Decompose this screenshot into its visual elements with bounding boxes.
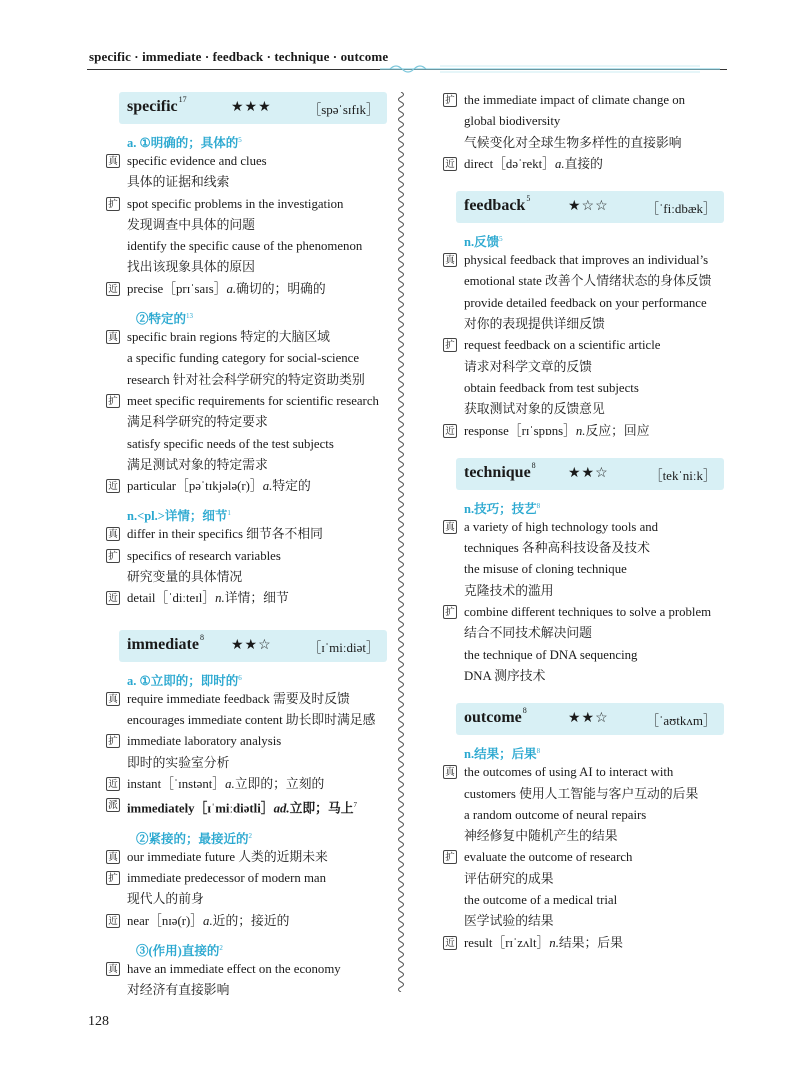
entry-headword-box	[119, 630, 387, 662]
example-group	[434, 933, 724, 954]
example-line: the immediate impact of climate change on	[464, 93, 686, 107]
sense-frequency: 5	[499, 235, 503, 244]
entry-headword-box	[456, 191, 724, 223]
example-line: customers 使用人工智能与客户互动的后果	[464, 786, 699, 801]
example-line: our immediate future 人类的近期未来	[127, 849, 328, 864]
example-line: request feedback on a scientific article	[464, 338, 661, 353]
example-lines	[127, 588, 387, 609]
example-line: satisfy specific needs of the test subjects	[127, 436, 334, 451]
frequency-stars: ★☆☆	[568, 199, 609, 215]
example-group	[97, 847, 387, 868]
entry-headword	[127, 632, 204, 654]
example-line: spot specific problems in the investigation	[127, 196, 344, 211]
tag-extend-icon: 扩	[106, 197, 120, 211]
sense-label	[97, 938, 387, 959]
example-group	[434, 421, 724, 442]
tag-synonym-icon: 近	[106, 282, 120, 296]
example-group	[97, 279, 387, 300]
example-line: provide detailed feedback on your performance	[464, 295, 707, 310]
example-lines	[127, 391, 387, 476]
sense-text: ②特定的	[136, 312, 187, 327]
example-line: 神经修复中随机产生的结果	[464, 829, 618, 844]
example-line: 满足测试对象的特定需求	[127, 457, 268, 472]
tag-extend-icon: 扩	[106, 549, 120, 563]
sense-label	[97, 503, 387, 524]
tag-extend-icon: 扩	[106, 734, 120, 748]
sense-label	[434, 496, 724, 517]
tag-real-icon: 真	[106, 527, 120, 541]
phonetic-transcription: ［spəˈsɪfɪk］	[308, 102, 379, 117]
example-line: meet specific requirements for scientific research	[127, 393, 379, 408]
header-ornament-icon	[380, 62, 720, 76]
sense-label	[97, 306, 387, 327]
example-line: combine different techniques to solve a problem	[464, 605, 712, 620]
entry-headword	[464, 460, 536, 482]
entry-spacer	[434, 442, 724, 458]
example-line: require immediate feedback 需要及时反馈	[127, 691, 350, 706]
example-lines	[127, 476, 387, 497]
example-line: 对你的表现提供详细反馈	[464, 317, 605, 332]
example-lines	[127, 151, 387, 194]
example-line: DNA 测序技术	[464, 668, 546, 683]
example-line: differ in their specifics 细节各不相同	[127, 527, 323, 542]
headword-text: technique	[464, 463, 531, 481]
example-line: 找出该现象具体的原因	[127, 260, 255, 275]
sense-text: n.技巧；技艺	[464, 502, 537, 517]
example-lines	[127, 327, 387, 391]
headword-text: feedback	[464, 197, 526, 215]
tag-real-icon: 真	[106, 692, 120, 706]
sense-frequency: 13	[186, 312, 194, 321]
example-line: response［rɪˈspɒns］n.反应；回应	[464, 423, 650, 438]
right-column	[434, 90, 724, 954]
example-line: encourages immediate content 助长即时满足感	[127, 712, 376, 727]
tag-extend-icon: 扩	[106, 394, 120, 408]
sense-frequency: 5	[238, 136, 242, 144]
tag-derived-icon: 派	[106, 798, 120, 812]
example-lines	[464, 762, 724, 847]
example-line: result［rɪˈzʌlt］n.结果；后果	[464, 935, 623, 950]
example-line: immediate laboratory analysis	[127, 734, 282, 749]
example-line: 医学试验的结果	[464, 914, 554, 929]
example-line: 克隆技术的滥用	[464, 583, 554, 598]
example-group	[97, 194, 387, 279]
example-lines	[464, 933, 724, 954]
entry-headword-box	[456, 458, 724, 490]
example-line: techniques 各种高科技设备及技术	[464, 541, 650, 556]
example-line: detail［ˈdiːteɪl］n.详情；细节	[127, 591, 289, 606]
example-line: 具体的证据和线索	[127, 175, 230, 190]
example-line: instant［ˈɪnstənt］a.立即的；立刻的	[127, 776, 325, 791]
phonetic-transcription: ［ɪˈmiːdiət］	[308, 639, 379, 655]
tag-real-icon: 真	[443, 253, 457, 267]
example-line: 气候变化对全球生物多样性的直接影响	[464, 135, 682, 150]
phonetic-transcription: ［tekˈniːk］	[649, 467, 716, 483]
example-line: the misuse of cloning technique	[464, 562, 627, 577]
tag-real-icon: 真	[106, 154, 120, 168]
sense-frequency: 8	[536, 747, 541, 756]
example-lines	[127, 546, 387, 589]
left-column	[97, 92, 387, 1001]
tag-extend-icon: 扩	[443, 605, 457, 619]
example-line: direct［dəˈrekt］a.直接的	[464, 156, 603, 171]
headword-frequency: 17	[178, 95, 187, 104]
example-lines	[464, 847, 724, 932]
example-line: 即时的实验室分析	[127, 755, 230, 770]
example-line: 结合不同技术解决问题	[464, 626, 592, 641]
example-line: research 针对社会科学研究的特定资助类别	[127, 372, 365, 387]
example-line: evaluate the outcome of research	[464, 850, 633, 865]
example-group	[97, 476, 387, 497]
tag-synonym-icon: 近	[106, 777, 120, 791]
example-lines	[464, 421, 724, 442]
headword-text: specific	[127, 98, 178, 115]
tag-synonym-icon: 近	[106, 914, 120, 928]
headword-text: outcome	[464, 709, 522, 727]
frequency-stars: ★★☆	[231, 637, 272, 653]
example-line: obtain feedback from test subjects	[464, 380, 639, 395]
tag-real-icon: 真	[106, 850, 120, 864]
example-lines	[127, 795, 387, 820]
example-line: 现代人的前身	[127, 892, 204, 907]
example-group	[434, 602, 724, 687]
tag-extend-icon: 扩	[443, 93, 457, 107]
phonetic-transcription: ［ˈaʊtkʌm］	[646, 713, 716, 729]
tag-synonym-icon: 近	[443, 424, 457, 438]
example-line: a variety of high technology tools and	[464, 519, 659, 534]
example-group	[97, 151, 387, 194]
example-group	[434, 335, 724, 420]
entry-headword	[464, 194, 531, 215]
example-group	[97, 524, 387, 545]
sense-text: a. ①明确的；具体的	[127, 136, 239, 151]
example-group	[97, 391, 387, 476]
example-line: 请求对科学文章的反馈	[464, 359, 592, 374]
example-line: 获取测试对象的反馈意见	[464, 402, 605, 417]
example-group	[97, 731, 387, 774]
sense-text: a. ①立即的；即时的	[127, 673, 239, 688]
sense-label	[97, 130, 387, 151]
entry-headword-box	[119, 92, 387, 124]
example-lines	[464, 335, 724, 420]
entry-spacer	[97, 610, 387, 630]
tag-real-icon: 真	[443, 765, 457, 779]
column-divider-ornament	[394, 92, 408, 992]
example-lines	[127, 524, 387, 545]
tag-synonym-icon: 近	[443, 157, 457, 171]
example-line: particular［pəˈtɪkjələ(r)］a.特定的	[127, 479, 311, 494]
example-group	[97, 546, 387, 589]
sense-text: ③(作用)直接的	[136, 944, 220, 959]
example-line: specifics of research variables	[127, 548, 281, 563]
example-lines	[127, 911, 387, 932]
example-lines	[127, 279, 387, 300]
example-group	[97, 327, 387, 391]
example-line: physical feedback that improves an individual’s	[464, 253, 709, 268]
example-lines	[464, 517, 724, 602]
sense-text: n.反馈	[464, 235, 500, 250]
derived-frequency: 7	[353, 801, 358, 810]
example-group	[97, 774, 387, 795]
entry-headword	[127, 95, 187, 116]
frequency-stars: ★★☆	[568, 711, 609, 727]
example-lines	[127, 868, 387, 911]
sense-label	[434, 229, 724, 250]
entry-headword-box	[456, 703, 724, 735]
example-line: specific brain regions 特定的大脑区域	[127, 330, 330, 345]
example-line: the technique of DNA sequencing	[464, 647, 638, 662]
example-line: precise［prɪˈsaɪs］a.确切的；明确的	[127, 281, 326, 296]
sense-frequency: 6	[238, 673, 242, 682]
example-lines	[127, 847, 387, 868]
example-line: 研究变量的具体情况	[127, 570, 243, 585]
example-line: 满足科学研究的特定要求	[127, 415, 268, 430]
frequency-stars: ★★☆	[568, 465, 609, 481]
example-line: specific evidence and clues	[127, 154, 267, 168]
sense-label	[434, 741, 724, 762]
example-lines	[127, 689, 387, 732]
example-lines	[464, 90, 724, 154]
frequency-stars: ★★★	[231, 100, 272, 115]
example-line: 评估研究的成果	[464, 871, 554, 886]
running-header	[0, 0, 800, 80]
entry-headword	[464, 706, 527, 727]
example-lines	[127, 774, 387, 795]
tag-real-icon: 真	[106, 962, 120, 976]
example-group	[97, 959, 387, 1002]
example-line: emotional state 改善个人情绪状态的身体反馈	[464, 274, 712, 289]
sense-frequency: 2	[248, 831, 253, 840]
tag-extend-icon: 扩	[443, 338, 457, 352]
example-line: immediately［ɪˈmiːdiətli］ad.立即；马上	[127, 801, 354, 816]
example-group	[97, 868, 387, 911]
example-line: near［nɪə(r)］a.近的；接近的	[127, 913, 290, 928]
headword-frequency: 8	[522, 706, 527, 716]
page-number: 128	[88, 1014, 109, 1029]
example-group	[434, 250, 724, 335]
tag-real-icon: 真	[106, 330, 120, 344]
sense-label	[97, 826, 387, 847]
example-group	[434, 847, 724, 932]
example-line: global biodiversity	[464, 114, 561, 129]
example-group	[434, 154, 724, 175]
sense-frequency: 2	[219, 943, 223, 952]
sense-text: n.结果；后果	[464, 747, 537, 762]
example-lines	[127, 959, 387, 1002]
example-line: the outcomes of using AI to interact with	[464, 765, 674, 780]
example-line: the outcome of a medical trial	[464, 893, 618, 908]
example-line: a random outcome of neural repairs	[464, 807, 647, 822]
sense-text: n.<pl.>详情；细节	[127, 509, 228, 524]
example-group	[97, 588, 387, 609]
example-line: 发现调查中具体的问题	[127, 217, 255, 232]
headword-frequency: 8	[199, 632, 204, 642]
headword-text: immediate	[127, 635, 199, 653]
example-lines	[464, 602, 724, 687]
example-group	[97, 795, 387, 820]
example-line: 对经济有直接影响	[127, 983, 230, 998]
example-lines	[464, 250, 724, 335]
headword-frequency: 5	[526, 194, 531, 204]
sense-text: ②紧接的；最接近的	[136, 831, 249, 846]
example-line: have an immediate effect on the economy	[127, 961, 341, 976]
tag-synonym-icon: 近	[443, 936, 457, 950]
entry-spacer	[434, 687, 724, 703]
sense-frequency: 1	[227, 509, 231, 518]
running-header-title: specific · immediate · feedback · technique · outcome	[89, 49, 389, 64]
tag-synonym-icon: 近	[106, 591, 120, 605]
example-group	[434, 762, 724, 847]
example-lines	[127, 194, 387, 279]
tag-extend-icon: 扩	[443, 850, 457, 864]
entry-spacer	[434, 175, 724, 191]
headword-frequency: 8	[531, 460, 536, 470]
tag-real-icon: 真	[443, 520, 457, 534]
example-line: a specific funding category for social-science	[127, 351, 360, 366]
tag-synonym-icon: 近	[106, 479, 120, 493]
example-line: identify the specific cause of the phenomenon	[127, 239, 363, 254]
example-lines	[464, 154, 724, 175]
example-group	[97, 911, 387, 932]
phonetic-transcription: ［ˈfiːdbæk］	[645, 201, 716, 217]
example-group	[97, 689, 387, 732]
example-group	[434, 517, 724, 602]
sense-frequency: 8	[536, 501, 541, 510]
tag-extend-icon: 扩	[106, 871, 120, 885]
example-line: immediate predecessor of modern man	[127, 870, 326, 885]
example-lines	[127, 731, 387, 774]
example-group	[434, 90, 724, 154]
sense-label	[97, 668, 387, 689]
